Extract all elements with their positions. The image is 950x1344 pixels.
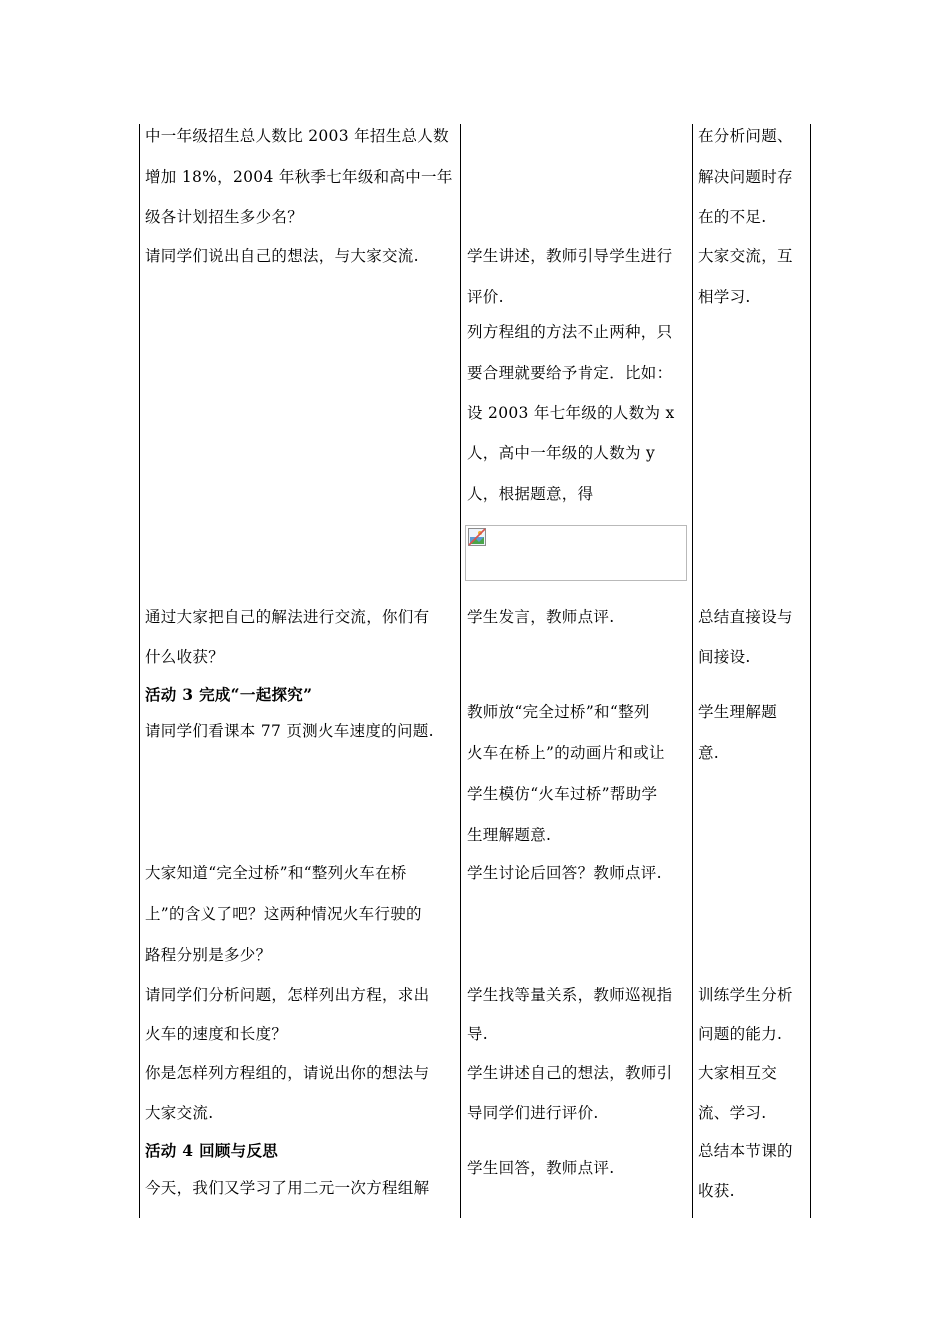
col2-text: 设 2003 年七年级的人数为 x [467,404,675,422]
col1-text: 请同学们分析问题，怎样列出方程，求出 [145,986,430,1004]
col1-text: 什么收获？ [145,648,225,666]
col3-text: 在分析问题、 [698,127,793,145]
col1-text: 级各计划招生多少名？ [145,208,304,226]
col2-text: 学生找等量关系，教师巡视指 [467,986,673,1004]
col2-text: 导同学们进行评价. [467,1104,599,1122]
col3-text: 问题的能力. [698,1025,783,1043]
col3-text: 间接设. [698,648,751,666]
col1-text: 火车的速度和长度？ [145,1025,288,1043]
col2-text: 评价. [467,288,504,306]
col3-text: 意. [698,744,720,762]
col1-text: 大家交流. [145,1104,214,1122]
col3-text: 训练学生分析 [698,986,793,1004]
col1-text: 通过大家把自己的解法进行交流，你们有 [145,608,430,626]
col3-text: 相学习. [698,288,751,306]
table-border-col2 [460,124,461,1218]
activity-4-heading: 活动 4 回顾与反思 [145,1141,279,1160]
col1-text: 请同学们说出自己的想法，与大家交流. [145,247,419,265]
table-border-left [139,124,140,1218]
col3-text: 总结直接设与 [698,608,793,626]
broken-image-icon [468,528,486,546]
col2-text: 学生模仿“火车过桥”帮助学 [467,785,658,803]
col3-text: 流、学习. [698,1104,767,1122]
col2-text: 导. [467,1025,489,1043]
col2-text: 学生讲述自己的想法，教师引 [467,1064,673,1082]
col1-text: 中一年级招生总人数比 2003 年招生总人数 [145,127,449,145]
col1-text: 大家知道“完全过桥”和“整列火车在桥 [145,864,407,882]
col2-text: 学生回答，教师点评. [467,1159,615,1177]
activity-3-heading: 活动 3 完成“一起探究” [145,685,313,704]
col1-text: 请同学们看课本 77 页测火车速度的问题. [145,722,434,740]
col3-text: 总结本节课的 [698,1142,793,1160]
col2-text: 火车在桥上”的动画片和或让 [467,744,665,762]
col2-text: 生理解题意. [467,826,552,844]
col3-text: 大家交流，互 [698,247,793,265]
col2-text: 人，高中一年级的人数为 y [467,444,656,462]
col1-text: 今天，我们又学习了用二元一次方程组解 [145,1179,430,1197]
col2-text: 学生讲述，教师引导学生进行 [467,247,673,265]
col3-text: 收获. [698,1182,735,1200]
table-border-col3 [692,124,693,1218]
col3-text: 大家相互交 [698,1064,778,1082]
col3-text: 在的不足. [698,208,767,226]
col2-text: 学生讨论后回答？教师点评. [467,864,662,882]
col1-text: 上”的含义了吧？这两种情况火车行驶的 [145,905,422,923]
col2-text: 学生发言，教师点评. [467,608,615,626]
col2-text: 要合理就要给予肯定．比如： [467,364,673,382]
col1-text: 你是怎样列方程组的，请说出你的想法与 [145,1064,430,1082]
col2-text: 列方程组的方法不止两种，只 [467,323,673,341]
table-border-right [810,124,811,1218]
col3-text: 学生理解题 [698,703,778,721]
col1-text: 路程分别是多少？ [145,946,272,964]
col2-text: 教师放“完全过桥”和“整列 [467,703,650,721]
col1-text: 增加 18%，2004 年秋季七年级和高中一年 [145,168,453,186]
equation-image [465,525,687,581]
col3-text: 解决问题时存 [698,168,793,186]
col2-text: 人，根据题意，得 [467,485,594,503]
